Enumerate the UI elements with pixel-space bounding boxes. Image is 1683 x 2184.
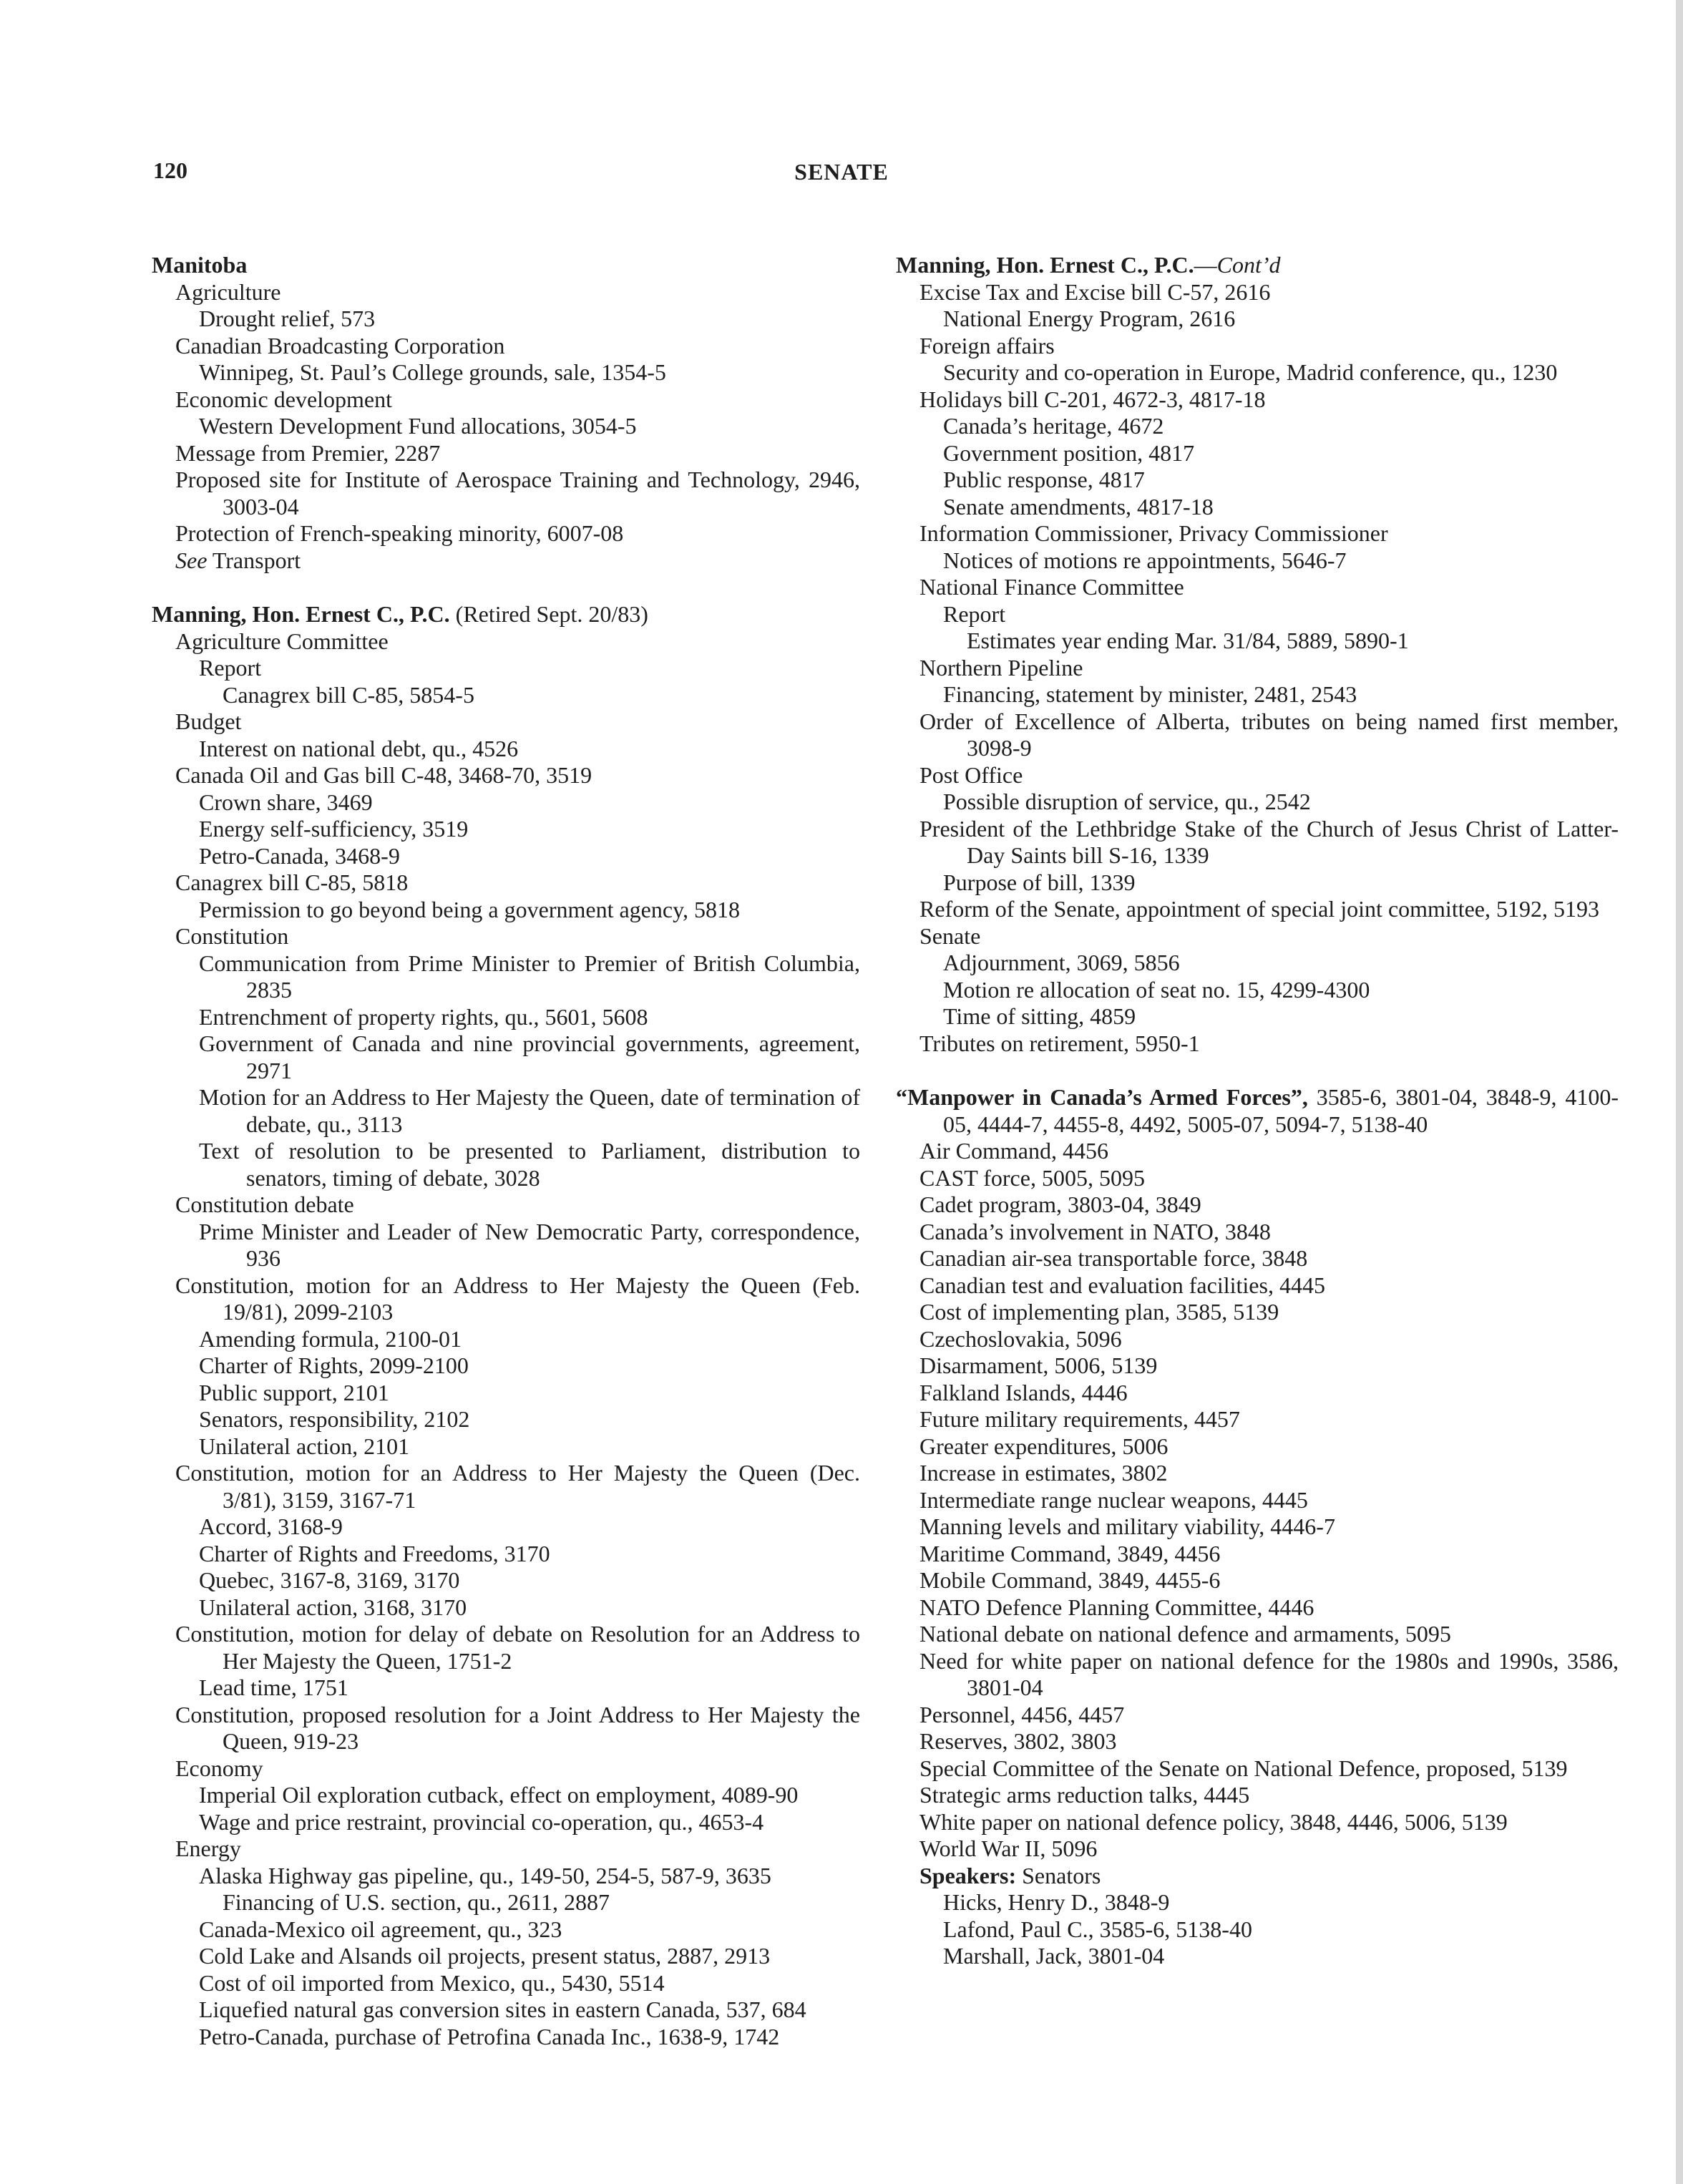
entry-text: Post Office bbox=[919, 761, 1023, 788]
index-entry bbox=[896, 333, 1619, 360]
entry-text: Personnel, 4456, 4457 bbox=[919, 1701, 1125, 1727]
index-entry bbox=[152, 1755, 860, 1783]
entry-text: Canagrex bill C-85, 5854-5 bbox=[223, 681, 474, 708]
index-entry bbox=[896, 574, 1619, 601]
entry-text: Cost of implementing plan, 3585, 5139 bbox=[919, 1299, 1279, 1325]
entry-text: Text of resolution to be presented to Parliament, distribution to senators, timing of debate, 3028 bbox=[199, 1138, 860, 1191]
entry-text: Senate amendments, 4817-18 bbox=[943, 493, 1214, 520]
entry-text: Canadian Broadcasting Corporation bbox=[175, 332, 505, 359]
index-entry bbox=[896, 1487, 1619, 1514]
index-entry bbox=[152, 1594, 860, 1622]
entry-text: National debate on national defence and armaments, 5095 bbox=[919, 1621, 1451, 1647]
index-entry bbox=[152, 1863, 860, 1890]
index-column-right bbox=[896, 252, 1619, 1970]
index-entry bbox=[896, 1030, 1619, 1058]
entry-italic-text: Cont’d bbox=[1216, 252, 1281, 278]
entry-text: Protection of French-speaking minority, 6007-08 bbox=[175, 520, 624, 546]
entry-text: Government position, 4817 bbox=[943, 439, 1195, 466]
entry-text: Unilateral action, 3168, 3170 bbox=[199, 1594, 467, 1620]
entry-text: World War II, 5096 bbox=[919, 1836, 1098, 1861]
index-heading bbox=[152, 252, 860, 279]
index-entry bbox=[896, 1406, 1619, 1433]
index-entry bbox=[152, 1030, 860, 1084]
index-entry bbox=[152, 440, 860, 467]
index-entry bbox=[152, 1513, 860, 1541]
entry-text: Report bbox=[943, 600, 1006, 627]
entry-text: Quebec, 3167-8, 3169, 3170 bbox=[199, 1567, 460, 1593]
entry-heading-text: Manning, Hon. Ernest C., P.C. bbox=[896, 252, 1194, 278]
index-entry bbox=[896, 306, 1619, 333]
entry-heading-text: Speakers: bbox=[919, 1862, 1017, 1888]
index-heading bbox=[896, 252, 1619, 279]
entry-text: Drought relief, 573 bbox=[199, 306, 376, 331]
index-entry bbox=[152, 843, 860, 870]
entry-text: Amending formula, 2100-01 bbox=[199, 1325, 462, 1352]
index-entry bbox=[152, 950, 860, 1004]
page-title: SENATE bbox=[794, 159, 889, 185]
index-entry bbox=[896, 896, 1619, 923]
index-entry bbox=[152, 333, 860, 360]
entry-text: Agriculture bbox=[175, 278, 281, 305]
index-entry bbox=[896, 1433, 1619, 1461]
entry-text: Agriculture Committee bbox=[175, 628, 389, 654]
index-entry bbox=[896, 1299, 1619, 1326]
index-entry bbox=[152, 708, 860, 736]
entry-text: Falkland Islands, 4446 bbox=[919, 1379, 1128, 1405]
entry-text: Public response, 4817 bbox=[943, 467, 1145, 492]
index-entry bbox=[896, 1165, 1619, 1192]
entry-text: Petro-Canada, purchase of Petrofina Canada Inc., 1638-9, 1742 bbox=[199, 2023, 780, 2049]
entry-text: Cold Lake and Alsands oil projects, present status, 2887, 2913 bbox=[199, 1943, 771, 1969]
index-entry bbox=[896, 628, 1619, 655]
index-heading bbox=[152, 601, 860, 628]
index-entry bbox=[152, 2024, 860, 2051]
entry-text: Intermediate range nuclear weapons, 4445 bbox=[919, 1486, 1308, 1513]
index-entry bbox=[896, 547, 1619, 575]
entry-text: Greater expenditures, 5006 bbox=[919, 1433, 1169, 1459]
entry-text: Western Development Fund allocations, 3054-5 bbox=[199, 413, 637, 439]
index-entry bbox=[152, 1084, 860, 1138]
entry-text: Reserves, 3802, 3803 bbox=[919, 1728, 1117, 1754]
index-entry bbox=[152, 869, 860, 897]
index-entry bbox=[896, 762, 1619, 789]
entry-text: Excise Tax and Excise bill C-57, 2616 bbox=[919, 278, 1271, 305]
entry-text: Canadian test and evaluation facilities, 4445 bbox=[919, 1272, 1325, 1298]
page-edge bbox=[1676, 0, 1683, 2184]
index-entry bbox=[152, 816, 860, 843]
index-entry bbox=[152, 682, 860, 709]
index-entry bbox=[152, 386, 860, 414]
index-entry bbox=[896, 1782, 1619, 1809]
index-entry bbox=[152, 467, 860, 520]
entry-text: Maritime Command, 3849, 4456 bbox=[919, 1540, 1221, 1566]
entry-text: Prime Minister and Leader of New Democratic Party, correspondence, 936 bbox=[199, 1218, 860, 1271]
index-entry bbox=[896, 494, 1619, 521]
entry-text: Purpose of bill, 1339 bbox=[943, 869, 1136, 895]
entry-text: Crown share, 3469 bbox=[199, 789, 373, 815]
entry-text: Constitution debate bbox=[175, 1191, 354, 1217]
index-entry bbox=[896, 977, 1619, 1004]
entry-text: Energy bbox=[175, 1836, 241, 1861]
index-entry bbox=[896, 413, 1619, 440]
index-entry bbox=[896, 1621, 1619, 1648]
entry-text: Unilateral action, 2101 bbox=[199, 1433, 410, 1459]
index-entry bbox=[152, 736, 860, 763]
index-entry bbox=[152, 1326, 860, 1353]
entry-text: Canada Oil and Gas bill C-48, 3468-70, 3519 bbox=[175, 762, 592, 788]
entry-text: Adjournment, 3069, 5856 bbox=[943, 950, 1180, 975]
index-entry bbox=[152, 1836, 860, 1863]
index-entry bbox=[896, 1245, 1619, 1272]
index-entry bbox=[896, 1916, 1619, 1944]
entry-text: Charter of Rights, 2099-2100 bbox=[199, 1352, 469, 1378]
index-entry bbox=[896, 1326, 1619, 1353]
index-entry bbox=[152, 1889, 860, 1916]
index-entry bbox=[152, 1997, 860, 2024]
index-entry bbox=[896, 1219, 1619, 1246]
index-entry bbox=[896, 279, 1619, 306]
entry-spacer bbox=[896, 1057, 1619, 1084]
index-entry bbox=[896, 816, 1619, 869]
entry-heading-text: “Manpower in Canada’s Armed Forces”, bbox=[896, 1084, 1308, 1110]
index-entry bbox=[152, 1191, 860, 1219]
entry-text: Imperial Oil exploration cutback, effect on employment, 4089-90 bbox=[199, 1782, 799, 1808]
entry-text: Time of sitting, 4859 bbox=[943, 1003, 1136, 1029]
entry-text: Budget bbox=[175, 708, 242, 734]
index-entry bbox=[896, 1943, 1619, 1970]
entry-text: Constitution, proposed resolution for a Joint Address to Her Majesty the Queen, 919-23 bbox=[175, 1701, 860, 1754]
entry-text: 3585-6, 3801-04, 3848-9, 4100-05, 4444-7, 4455-8, 4492, 5005-07, 5094-7, 5138-40 bbox=[943, 1084, 1619, 1137]
index-entry bbox=[896, 1272, 1619, 1300]
index-entry bbox=[896, 1863, 1619, 1890]
entry-text: Manning levels and military viability, 4446-7 bbox=[919, 1513, 1335, 1539]
entry-text: Transport bbox=[207, 547, 301, 573]
index-entry bbox=[152, 1272, 860, 1326]
index-entry bbox=[152, 1943, 860, 1970]
entry-text: Canada’s heritage, 4672 bbox=[943, 413, 1164, 439]
index-entry bbox=[152, 1219, 860, 1272]
entry-text: — bbox=[1194, 252, 1217, 278]
index-entry bbox=[152, 1460, 860, 1513]
entry-text: Senators, responsibility, 2102 bbox=[199, 1406, 470, 1432]
entry-text: Increase in estimates, 3802 bbox=[919, 1460, 1168, 1486]
entry-text: Lafond, Paul C., 3585-6, 5138-40 bbox=[943, 1916, 1252, 1942]
entry-text: Financing of U.S. section, qu., 2611, 2887 bbox=[223, 1889, 610, 1915]
entry-text: Constitution, motion for an Address to Her Majesty the Queen (Dec. 3/81), 3159, 3167-71 bbox=[175, 1460, 860, 1513]
entry-text: Notices of motions re appointments, 5646-7 bbox=[943, 547, 1347, 573]
index-entry bbox=[152, 413, 860, 440]
entry-text: Message from Premier, 2287 bbox=[175, 439, 441, 466]
entry-text: Information Commissioner, Privacy Commissioner bbox=[919, 520, 1388, 546]
index-entry bbox=[152, 1567, 860, 1594]
index-entry bbox=[152, 1004, 860, 1031]
index-entry bbox=[152, 1809, 860, 1836]
entry-text: Cadet program, 3803-04, 3849 bbox=[919, 1191, 1201, 1217]
entry-text: Canada-Mexico oil agreement, qu., 323 bbox=[199, 1916, 562, 1942]
entry-text: Security and co-operation in Europe, Madrid conference, qu., 1230 bbox=[943, 359, 1558, 385]
index-entry bbox=[896, 1889, 1619, 1916]
entry-text: Charter of Rights and Freedoms, 3170 bbox=[199, 1540, 550, 1566]
index-entry bbox=[896, 950, 1619, 977]
index-entry bbox=[152, 1916, 860, 1944]
entry-text: Constitution, motion for an Address to Her Majesty the Queen (Feb. 19/81), 2099-2103 bbox=[175, 1272, 860, 1325]
entry-text: Energy self-sufficiency, 3519 bbox=[199, 816, 469, 842]
index-entry bbox=[896, 1541, 1619, 1568]
entry-text: Marshall, Jack, 3801-04 bbox=[943, 1943, 1165, 1969]
entry-text: Cost of oil imported from Mexico, qu., 5430, 5514 bbox=[199, 1969, 665, 1996]
entry-text: Reform of the Senate, appointment of special joint committee, 5192, 5193 bbox=[919, 896, 1599, 922]
entry-text: Estimates year ending Mar. 31/84, 5889, 5890-1 bbox=[967, 628, 1409, 653]
index-entry bbox=[152, 1541, 860, 1568]
entry-text: Economic development bbox=[175, 386, 393, 412]
entry-text: Canada’s involvement in NATO, 3848 bbox=[919, 1218, 1271, 1244]
index-entry bbox=[896, 359, 1619, 386]
entry-text: Special Committee of the Senate on National Defence, proposed, 5139 bbox=[919, 1755, 1568, 1781]
index-entry bbox=[152, 359, 860, 386]
index-entry bbox=[896, 601, 1619, 628]
index-entry bbox=[152, 1433, 860, 1461]
index-entry bbox=[896, 1191, 1619, 1219]
entry-text: Lead time, 1751 bbox=[199, 1674, 348, 1700]
index-column-left bbox=[152, 252, 860, 2050]
index-entry bbox=[152, 520, 860, 547]
index-entry bbox=[896, 440, 1619, 467]
entry-text: NATO Defence Planning Committee, 4446 bbox=[919, 1594, 1314, 1620]
index-entry bbox=[896, 869, 1619, 897]
index-entry bbox=[896, 1567, 1619, 1594]
entry-text: Report bbox=[199, 655, 262, 681]
entry-text: Strategic arms reduction talks, 4445 bbox=[919, 1782, 1250, 1808]
entry-text: (Retired Sept. 20/83) bbox=[449, 601, 648, 627]
index-entry bbox=[896, 681, 1619, 708]
entry-text: Permission to go beyond being a government agency, 5818 bbox=[199, 896, 740, 922]
index-entry bbox=[896, 1460, 1619, 1487]
index-entry bbox=[152, 1621, 860, 1674]
index-entry bbox=[152, 1674, 860, 1702]
entry-text: Future military requirements, 4457 bbox=[919, 1406, 1240, 1432]
entry-text: Wage and price restraint, provincial co-operation, qu., 4653-4 bbox=[199, 1808, 764, 1835]
entry-text: Air Command, 4456 bbox=[919, 1138, 1108, 1164]
entry-text: Public support, 2101 bbox=[199, 1379, 389, 1405]
index-entry bbox=[152, 1352, 860, 1380]
index-entry bbox=[896, 1380, 1619, 1407]
index-entry bbox=[896, 1352, 1619, 1380]
entry-text: Canagrex bill C-85, 5818 bbox=[175, 869, 409, 895]
index-heading bbox=[896, 1084, 1619, 1138]
entry-heading-text: Manitoba bbox=[152, 252, 248, 278]
index-entry bbox=[896, 789, 1619, 816]
entry-text: Order of Excellence of Alberta, tributes on being named first member, 3098-9 bbox=[919, 708, 1619, 761]
entry-text: Motion re allocation of seat no. 15, 4299-4300 bbox=[943, 976, 1370, 1003]
index-entry bbox=[896, 655, 1619, 682]
index-entry bbox=[896, 1755, 1619, 1783]
index-entry bbox=[896, 1648, 1619, 1702]
index-entry bbox=[896, 1728, 1619, 1755]
entry-text: National Energy Program, 2616 bbox=[943, 306, 1236, 331]
index-entry bbox=[896, 1513, 1619, 1541]
entry-text: Senate bbox=[919, 922, 981, 949]
entry-text: Alaska Highway gas pipeline, qu., 149-50, 254-5, 587-9, 3635 bbox=[199, 1862, 771, 1888]
index-entry bbox=[152, 789, 860, 816]
entry-text: Liquefied natural gas conversion sites in eastern Canada, 537, 684 bbox=[199, 1997, 806, 2022]
entry-text: Hicks, Henry D., 3848-9 bbox=[943, 1889, 1170, 1915]
index-entry bbox=[896, 1003, 1619, 1030]
index-entry bbox=[152, 1406, 860, 1433]
entry-text: Foreign affairs bbox=[919, 332, 1055, 359]
index-entry bbox=[896, 1594, 1619, 1622]
entry-text: White paper on national defence policy, 3848, 4446, 5006, 5139 bbox=[919, 1808, 1508, 1835]
index-entry bbox=[152, 547, 860, 575]
index-entry bbox=[896, 1809, 1619, 1836]
index-entry bbox=[152, 923, 860, 950]
entry-text: Government of Canada and nine provincial governments, agreement, 2971 bbox=[199, 1030, 860, 1083]
entry-text: Constitution bbox=[175, 923, 289, 949]
entry-text: Petro-Canada, 3468-9 bbox=[199, 842, 400, 869]
page-number: 120 bbox=[153, 157, 187, 183]
index-entry bbox=[152, 655, 860, 682]
index-entry bbox=[152, 1970, 860, 1997]
entry-text: Communication from Prime Minister to Premier of British Columbia, 2835 bbox=[199, 950, 860, 1003]
entry-text: Financing, statement by minister, 2481, 2543 bbox=[943, 681, 1357, 707]
entry-text: Canadian air-sea transportable force, 3848 bbox=[919, 1245, 1308, 1271]
index-entry bbox=[152, 306, 860, 333]
entry-text: Accord, 3168-9 bbox=[199, 1513, 343, 1539]
entry-text: Disarmament, 5006, 5139 bbox=[919, 1352, 1158, 1378]
entry-spacer bbox=[152, 574, 860, 601]
entry-text: Senators bbox=[1016, 1862, 1101, 1888]
entry-text: Czechoslovakia, 5096 bbox=[919, 1325, 1122, 1352]
entry-heading-text: Manning, Hon. Ernest C., P.C. bbox=[152, 601, 450, 627]
index-entry bbox=[152, 1380, 860, 1407]
index-entry bbox=[152, 897, 860, 924]
entry-text: Holidays bill C-201, 4672-3, 4817-18 bbox=[919, 386, 1266, 412]
index-entry bbox=[896, 1138, 1619, 1165]
index-entry bbox=[896, 708, 1619, 762]
entry-text: Interest on national debt, qu., 4526 bbox=[199, 735, 519, 761]
entry-text: Need for white paper on national defence for the 1980s and 1990s, 3586, 3801-04 bbox=[919, 1647, 1619, 1700]
entry-text: CAST force, 5005, 5095 bbox=[919, 1164, 1145, 1191]
index-entry bbox=[152, 1138, 860, 1191]
index-entry bbox=[896, 923, 1619, 950]
index-entry bbox=[896, 1702, 1619, 1729]
index-entry bbox=[896, 1836, 1619, 1863]
entry-text: Economy bbox=[175, 1755, 263, 1781]
index-entry bbox=[896, 386, 1619, 414]
entry-text: Winnipeg, St. Paul’s College grounds, sale, 1354-5 bbox=[199, 359, 666, 385]
entry-text: Northern Pipeline bbox=[919, 654, 1083, 681]
entry-italic-text: See bbox=[175, 547, 208, 573]
entry-text: Proposed site for Institute of Aerospace Training and Technology, 2946, 3003-04 bbox=[175, 467, 860, 520]
index-entry bbox=[152, 1782, 860, 1809]
index-entry bbox=[152, 1702, 860, 1755]
entry-text: Tributes on retirement, 5950-1 bbox=[919, 1030, 1200, 1056]
entry-text: Motion for an Address to Her Majesty the Queen, date of termination of debate, qu., 3113 bbox=[199, 1084, 860, 1137]
index-entry bbox=[896, 467, 1619, 494]
entry-text: Mobile Command, 3849, 4455-6 bbox=[919, 1567, 1221, 1593]
index-entry bbox=[896, 520, 1619, 547]
entry-text: Entrenchment of property rights, qu., 5601, 5608 bbox=[199, 1003, 648, 1030]
index-entry bbox=[152, 762, 860, 789]
entry-text: National Finance Committee bbox=[919, 574, 1184, 600]
index-entry bbox=[152, 628, 860, 655]
entry-text: Constitution, motion for delay of debate on Resolution for an Address to Her Majesty the Queen, 1751-2 bbox=[175, 1621, 860, 1674]
entry-text: President of the Lethbridge Stake of the Church of Jesus Christ of Latter-Day Saints bill S-16, 1339 bbox=[919, 815, 1619, 868]
entry-text: Possible disruption of service, qu., 2542 bbox=[943, 789, 1311, 814]
index-entry bbox=[152, 279, 860, 306]
